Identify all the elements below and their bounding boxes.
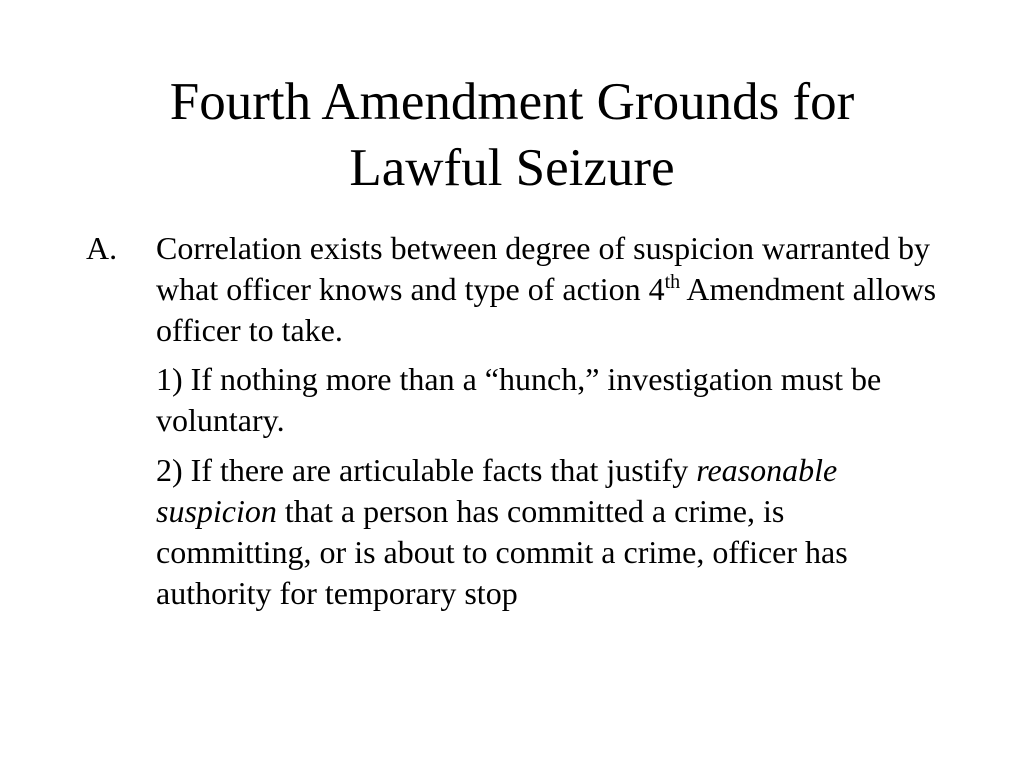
sub-point-1-text: 1) If nothing more than a “hunch,” investigation must be voluntary.: [156, 361, 882, 438]
slide-body: [86, 228, 946, 614]
point-a-text-end: Amendment allows officer to take.: [156, 271, 937, 348]
sub-point-2: [86, 450, 946, 614]
point-a-superscript: th: [664, 271, 681, 293]
slide-title: [60, 69, 964, 201]
sub-point-2-text-end: that a person has committed a crime, is committing, or is about to commit a crime, officer has authority for temporary stop: [156, 493, 848, 611]
point-a: [86, 228, 946, 351]
sub-point-2-emphasis: reasonable suspicion: [156, 452, 838, 529]
sub-point-1: [86, 359, 946, 441]
title-line-1: Fourth Amendment Grounds for: [169, 73, 855, 131]
point-a-text: Correlation exists between degree of suspicion warranted by what officer knows and type of action 4: [156, 230, 930, 307]
point-a-marker: A.: [86, 230, 118, 266]
title-line-2: Lawful Seizure: [349, 139, 675, 197]
sub-point-2-text: 2) If there are articulable facts that justify: [156, 452, 697, 488]
